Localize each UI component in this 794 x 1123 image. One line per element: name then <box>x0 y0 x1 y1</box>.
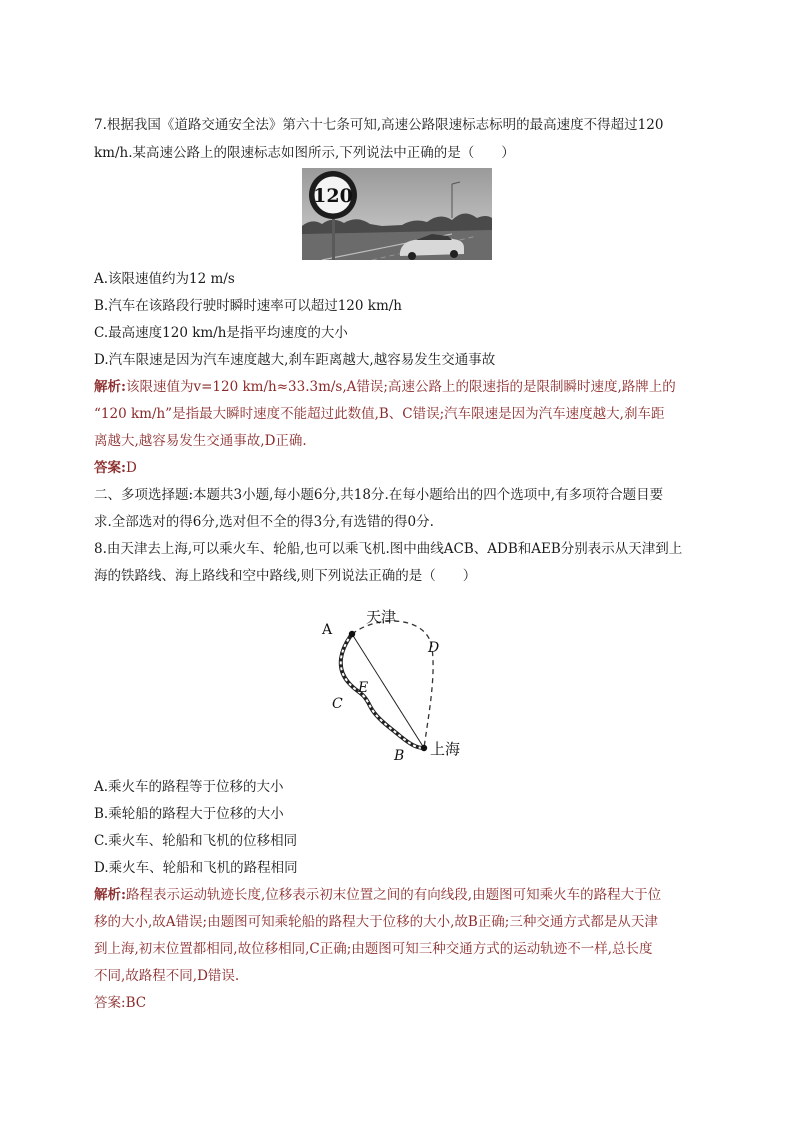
q8-analysis-line3: 到上海,初末位置都相同,故位移相同,C正确;由题图可知三种交通方式的运动轨迹不一样,总长度 <box>94 941 653 957</box>
label-point-c: C <box>332 696 343 712</box>
q8-analysis-text1: 路程表示运动轨迹长度,位移表示初末位置之间的有向线段,由题图可知乘火车的路程大于位 <box>125 887 662 903</box>
q7-analysis-line3: 离越大,越容易发生交通事故,D正确. <box>94 433 307 449</box>
q7-analysis-text1: 该限速值为v=120 km/h≈33.3m/s,A错误;高速公路上的限速指的是限制瞬时速度,路牌上的 <box>125 379 676 395</box>
q8-analysis-line2: 移的大小,故A错误;由题图可知乘轮船的路程大于位移的大小,故B正确;三种交通方式都是从天津 <box>94 914 658 930</box>
q8-option-d: D.乘火车、轮船和飞机的路程相同 <box>94 860 298 876</box>
route-diagram <box>318 598 478 770</box>
q8-option-b: B.乘轮船的路程大于位移的大小 <box>94 806 284 822</box>
label-point-b: B <box>394 748 405 764</box>
q8-answer <box>94 994 146 1012</box>
q7-stem-line2: km/h.某高速公路上的限速标志如图所示,下列说法中正确的是（ ） <box>94 145 515 161</box>
q7-answer-label: 答案: <box>94 460 126 476</box>
section-header-line1: 二、多项选择题:本题共3小题,每小题6分,共18分.在每小题给出的四个选项中,有多项符合题目要 <box>94 487 664 503</box>
point-b-dot <box>421 745 427 751</box>
q7-option-c: C.最高速度120 km/h是指平均速度的大小 <box>94 325 348 341</box>
point-a-dot <box>349 631 355 637</box>
route-rail-curve <box>341 634 424 748</box>
q8-analysis-line1 <box>94 886 661 904</box>
q7-option-d: D.汽车限速是因为汽车速度越大,刹车距离越大,越容易发生交通事故 <box>94 352 496 368</box>
q7-option-a: A.该限速值约为12 m/s <box>94 271 235 287</box>
speed-sign-value: 120 <box>313 185 353 207</box>
label-tianjin: 天津 <box>366 608 397 626</box>
label-point-e: E <box>358 680 369 696</box>
q7-answer <box>94 459 137 477</box>
speed-limit-photo <box>302 168 492 260</box>
label-point-a: A <box>322 622 333 638</box>
q7-analysis-line1 <box>94 378 676 396</box>
q7-analysis-label: 解析: <box>94 379 126 395</box>
q8-option-c: C.乘火车、轮船和飞机的位移相同 <box>94 833 298 849</box>
q8-answer-label: 答案: <box>94 995 126 1011</box>
section-header-line2: 求.全部选对的得6分,选对但不全的得3分,有选错的得0分. <box>94 514 434 530</box>
q7-answer-value: D <box>125 460 137 476</box>
q8-answer-value: BC <box>125 995 147 1011</box>
q7-option-b: B.汽车在该路段行驶时瞬时速率可以超过120 km/h <box>94 298 402 314</box>
q7-analysis-line2: “120 km/h”是指最大瞬时速度不能超过此数值,B、C错误;汽车限速是因为汽车速度越大,刹车距 <box>94 406 665 422</box>
q7-stem-line1: 7.根据我国《道路交通安全法》第六十七条可知,高速公路限速标志标明的最高速度不得超过120 <box>94 117 664 133</box>
q8-stem-line1: 8.由天津去上海,可以乘火车、轮船,也可以乘飞机.图中曲线ACB、ADB和AEB分别表示从天津到上 <box>94 541 683 557</box>
label-shanghai: 上海 <box>430 740 461 758</box>
q8-analysis-label: 解析: <box>94 887 126 903</box>
q8-option-a: A.乘火车的路程等于位移的大小 <box>94 779 284 795</box>
q8-stem-line2: 海的铁路线、海上路线和空中路线,则下列说法正确的是（ ） <box>94 568 477 584</box>
q8-analysis-line4: 不同,故路程不同,D错误. <box>94 968 240 984</box>
label-point-d: D <box>428 640 440 656</box>
